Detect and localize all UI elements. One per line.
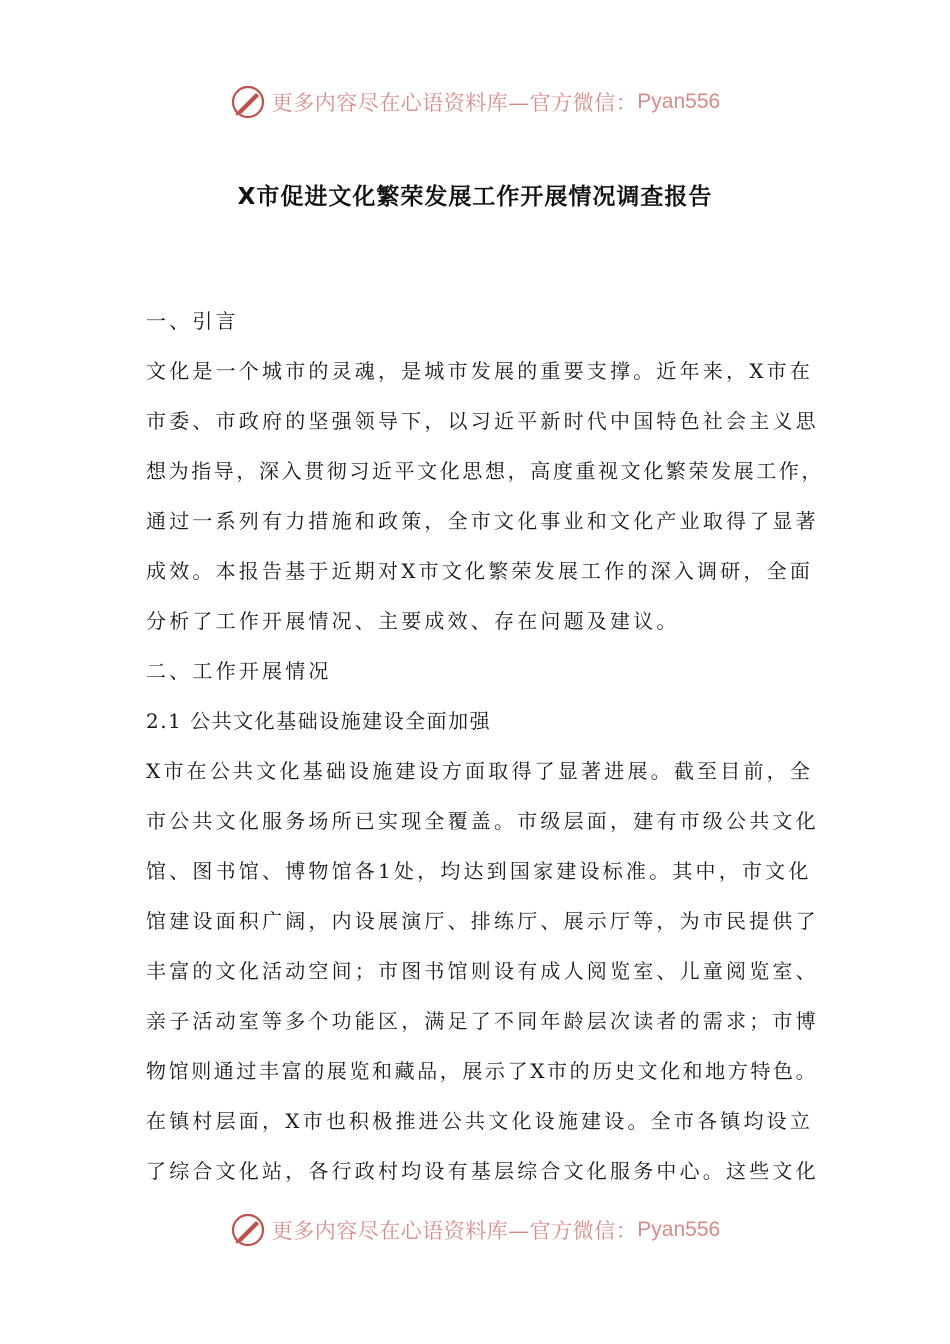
paragraph-line: 市委、市政府的坚强领导下，以习近平新时代中国特色社会主义思: [146, 409, 819, 433]
paragraph-line: 分析了工作开展情况、主要成效、存在问题及建议。: [146, 609, 680, 633]
section-heading-work: 二、工作开展情况: [146, 659, 332, 683]
paragraph-line: 物馆则通过丰富的展览和藏品，展示了X市的历史文化和地方特色。: [146, 1059, 819, 1083]
paragraph-line: 馆建设面积广阔，内设展演厅、排练厅、展示厅等，为市民提供了: [146, 909, 819, 933]
section-heading-intro: 一、引言: [146, 309, 239, 333]
paragraph-line: 馆、图书馆、博物馆各1处，均达到国家建设标准。其中，市文化: [146, 859, 812, 883]
watermark-text: 更多内容尽在心语资料库—官方微信：: [271, 1219, 638, 1243]
paragraph-line: 亲子活动室等多个功能区，满足了不同年龄层次读者的需求；市博: [146, 1009, 819, 1033]
document-body: [146, 296, 826, 1196]
paragraph-line: 了综合文化站，各行政村均设有基层综合文化服务中心。这些文化: [146, 1159, 819, 1183]
paragraph-line: 成效。本报告基于近期对X市文化繁荣发展工作的深入调研，全面: [146, 559, 814, 583]
paragraph-line: 文化是一个城市的灵魂，是城市发展的重要支撑。近年来，X市在: [146, 359, 814, 383]
watermark-text: 更多内容尽在心语资料库—官方微信：: [271, 91, 638, 115]
paragraph-line: 想为指导，深入贯彻习近平文化思想，高度重视文化繁荣发展工作，: [146, 459, 824, 483]
paragraph-line: X市在公共文化基础设施建设方面取得了显著进展。截至目前，全: [146, 759, 814, 783]
watermark-handle: Pyan556: [637, 90, 721, 113]
subsection-heading: 2.1 公共文化基础设施建设全面加强: [146, 709, 492, 733]
paragraph-line: 市公共文化服务场所已实现全覆盖。市级层面，建有市级公共文化: [146, 809, 819, 833]
watermark-banner-bottom: [0, 1208, 950, 1252]
document-title: X市促进文化繁荣发展工作开展情况调查报告: [237, 184, 713, 210]
watermark-handle: Pyan556: [637, 1218, 721, 1241]
paragraph-line: 在镇村层面，X市也积极推进公共文化设施建设。全市各镇均设立: [146, 1109, 814, 1133]
quill-pen-logo-icon: [230, 84, 266, 120]
paragraph-line: 丰富的文化活动空间；市图书馆则设有成人阅览室、儿童阅览室、: [146, 959, 819, 983]
paragraph-line: 通过一系列有力措施和政策，全市文化事业和文化产业取得了显著: [146, 509, 819, 533]
watermark-banner-top: [0, 80, 950, 124]
quill-pen-logo-icon: [230, 1212, 266, 1248]
